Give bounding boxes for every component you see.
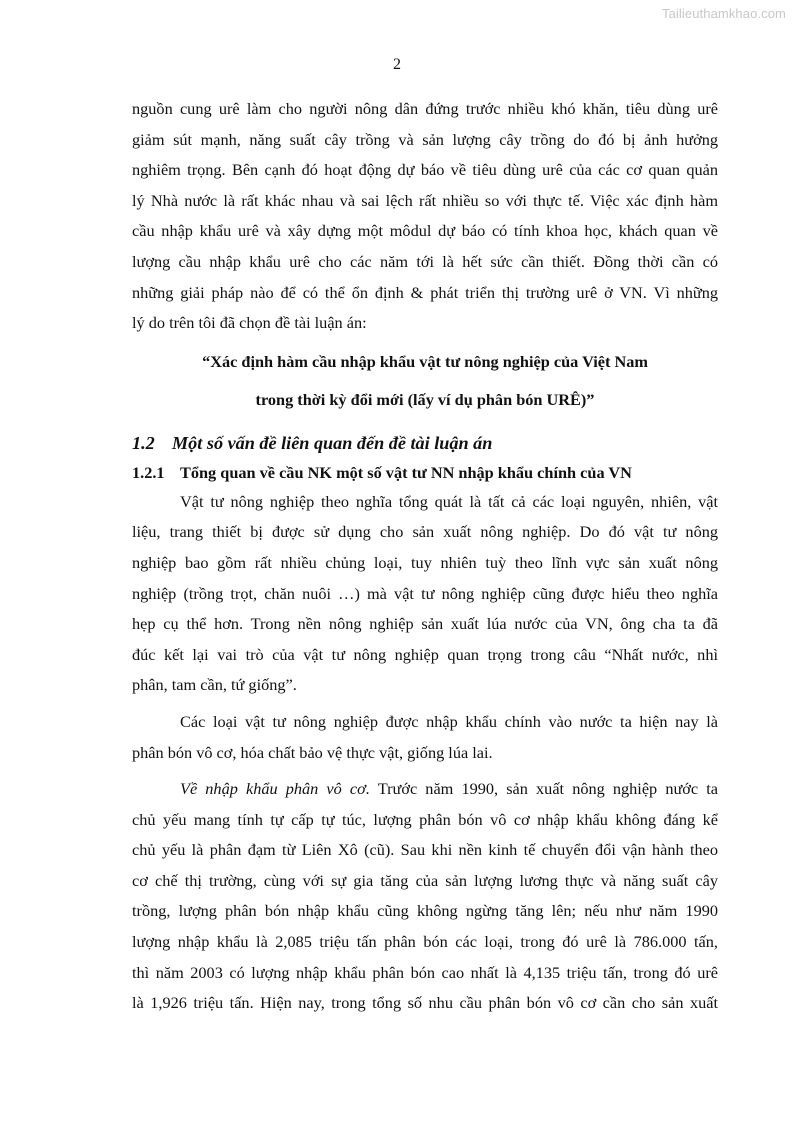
text-run: Trước năm 1990, sản xuất nông nghiệp nước ta (369, 779, 718, 799)
text-line: nghiệp (trồng trọt, chăn nuôi …) mà vật tư nông nghiệp cũng được hiểu theo nghĩa (132, 583, 718, 603)
section-title: Một số vấn đề liên quan đến đề tài luận án (172, 432, 493, 453)
text-line: thì năm 2003 có lượng nhập khẩu phân bón cao nhất là 4,135 triệu tấn, trong đó urê (132, 962, 718, 982)
text-line: hẹp cụ thể hơn. Trong nền nông nghiệp sản xuất lúa nước của VN, ông cha ta đã (132, 614, 718, 634)
text-line: nguồn cung urê làm cho người nông dân đứng trước nhiều khó khăn, tiêu dùng urê (132, 99, 718, 118)
thesis-title-line-1: “Xác định hàm cầu nhập khẩu vật tư nông nghiệp của Việt Nam (202, 351, 648, 371)
paragraph-overview (132, 487, 718, 701)
text-line: nghiệp bao gồm rất nhiều chủng loại, tuy nhiên tuỳ theo lĩnh vực sản xuất nông (132, 552, 718, 572)
text-line: lý Nhà nước là rất khác nhau và sai lệch rất nhiều so với thực tế. Việc xác định hàm (132, 190, 718, 210)
text-line: đúc kết lại vai trò của vật tư nông nghiệp quan trọng trong câu “Nhất nước, nhì (132, 644, 718, 664)
subsection-number: 1.2.1 (132, 462, 165, 482)
text-line: phân, tam cần, tứ giống”. (132, 675, 297, 695)
text-line: lý do trên tôi đã chọn đề tài luận án: (132, 313, 367, 333)
page-number: 2 (393, 56, 401, 73)
text-line: nghiêm trọng. Bên cạnh đó hoạt động dự báo về tiêu dùng urê của các cơ quan quản (132, 160, 718, 180)
subsection-title: Tổng quan về cầu NK một số vật tư NN nhập khẩu chính của VN (180, 462, 632, 482)
text-line: phân bón vô cơ, hóa chất bảo vệ thực vật, giống lúa lai. (132, 742, 493, 762)
paragraph-imports (132, 707, 718, 768)
watermark: Tailieuthamkhao.com (661, 6, 786, 21)
section-number: 1.2 (132, 432, 155, 453)
text-line: chủ yếu mang tính tự cấp tự túc, lượng phân bón vô cơ nhập khẩu không đáng kể (132, 809, 718, 829)
text-line: chủ yếu là phân đạm từ Liên Xô (cũ). Sau khi nền kinh tế chuyển đổi vận hành theo (132, 840, 718, 860)
italic-lead: Về nhập khẩu phân vô cơ. (180, 779, 370, 799)
text-line: trồng, lượng phân bón nhập khẩu cũng không ngừng tăng lên; nếu như năm 1990 (132, 901, 718, 921)
text-line: Các loại vật tư nông nghiệp được nhập khẩu chính vào nước ta hiện nay là (180, 711, 718, 731)
text-line: cầu nhập khẩu urê và xây dựng một môdul dự báo có tính khoa học, khách quan về (132, 221, 718, 241)
text-line: cơ chế thị trường, cùng với sự gia tăng của sản lượng lương thực và năng suất cây (132, 870, 718, 890)
text-line: lượng cầu nhập khẩu urê cho các năm tới là hết sức cần thiết. Đồng thời cần có (132, 251, 718, 271)
subsection-heading (132, 459, 718, 487)
text-line (132, 774, 718, 805)
text-line: lượng nhập khẩu là 2,085 triệu tấn phân bón các loại, trong đó urê là 786.000 tấn, (132, 932, 718, 952)
paragraph-intro (132, 94, 718, 339)
document-body (132, 94, 718, 1019)
text-line: những giải pháp nào để có thể ổn định & phát triển thị trường urê ở VN. Vì những (132, 282, 718, 302)
text-line: Vật tư nông nghiệp theo nghĩa tổng quát là tất cả các loại nguyên, nhiên, vật (180, 491, 718, 511)
text-line: là 1,926 triệu tấn. Hiện nay, trong tổng số nhu cầu phân bón vô cơ cần cho sản xuất (132, 993, 718, 1013)
paragraph-fertilizer (132, 774, 718, 1019)
text-line: giảm sút mạnh, năng suất cây trồng và sản lượng cây trồng do đó bị ảnh hưởng (132, 129, 718, 149)
thesis-title-line-2: trong thời kỳ đổi mới (lấy ví dụ phân bón URÊ)” (255, 389, 595, 409)
text-line: liệu, trang thiết bị được sử dụng cho sản xuất nông nghiệp. Do đó vật tư nông (132, 522, 718, 542)
section-heading (132, 429, 718, 457)
